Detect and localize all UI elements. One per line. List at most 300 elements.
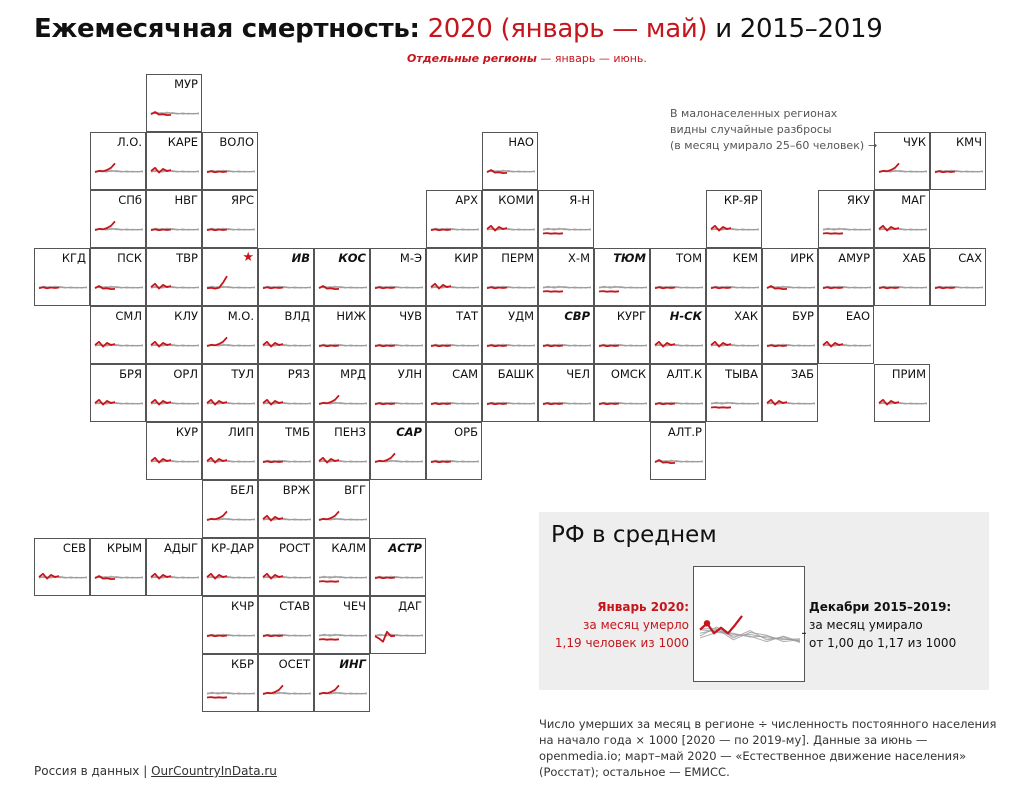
region-label: ВОЛО xyxy=(219,135,254,149)
note-line-3-text: (в месяц умирало 25–60 человек) xyxy=(670,139,865,152)
region-sparkline xyxy=(91,539,147,597)
region-sparkline xyxy=(539,307,595,365)
region-label: ТМБ xyxy=(285,425,310,439)
region-sparkline xyxy=(203,307,259,365)
region-tile-81 xyxy=(370,596,426,654)
region-label: КГД xyxy=(61,251,86,265)
rf-right-line2: от 1,00 до 1,17 из 1000 xyxy=(809,636,957,650)
region-tile-2 xyxy=(146,132,202,190)
region-sparkline xyxy=(819,191,875,249)
region-label: ХАБ xyxy=(902,251,926,265)
region-tile-47 xyxy=(90,364,146,422)
note-line-3 xyxy=(670,138,880,154)
region-sparkline xyxy=(763,249,819,307)
region-label: БЕЛ xyxy=(230,483,254,497)
region-tile-77 xyxy=(370,538,426,596)
region-label: КЧР xyxy=(231,599,254,613)
line-2020 xyxy=(375,403,395,404)
region-sparkline xyxy=(315,481,371,539)
rf-left-annotation xyxy=(555,598,689,652)
region-sparkline xyxy=(91,365,147,423)
region-sparkline xyxy=(203,539,259,597)
region-label: ОМСК xyxy=(610,367,646,381)
region-sparkline xyxy=(203,191,259,249)
line-2020 xyxy=(207,635,227,636)
region-tile-58 xyxy=(706,364,762,422)
region-label: М.О. xyxy=(227,309,254,323)
line-2020 xyxy=(487,345,507,346)
region-tile-84 xyxy=(314,654,370,712)
title-part3: и 2015–2019 xyxy=(715,14,883,44)
region-sparkline xyxy=(147,307,203,365)
region-sparkline xyxy=(147,249,203,307)
line-2020 xyxy=(207,171,227,172)
region-tile-23 xyxy=(426,248,482,306)
region-tile-13 xyxy=(706,190,762,248)
region-tile-8 xyxy=(146,190,202,248)
line-2020 xyxy=(711,287,731,288)
region-sparkline xyxy=(315,423,371,481)
region-sparkline xyxy=(427,249,483,307)
line-2020 xyxy=(319,639,339,640)
region-label: КИР xyxy=(454,251,478,265)
line-2020 xyxy=(655,287,675,288)
region-label: АЛТ.К xyxy=(666,367,702,381)
region-tile-46 xyxy=(818,306,874,364)
region-label: АЛТ.Р xyxy=(667,425,702,439)
region-sparkline xyxy=(707,249,763,307)
region-label: Я-Н xyxy=(569,193,590,207)
region-label: ХАК xyxy=(734,309,758,323)
region-tile-15 xyxy=(874,190,930,248)
region-tile-73 xyxy=(146,538,202,596)
region-label: ЗАБ xyxy=(790,367,814,381)
region-label: КАРЕ xyxy=(167,135,198,149)
footer-link[interactable]: OurCountryInData.ru xyxy=(151,764,277,778)
region-tile-59 xyxy=(762,364,818,422)
line-2020 xyxy=(823,233,843,234)
rf-chart-svg xyxy=(694,567,806,683)
region-sparkline xyxy=(35,539,91,597)
region-tile-65 xyxy=(370,422,426,480)
region-label: ЧУК xyxy=(902,135,926,149)
region-label: БРЯ xyxy=(119,367,142,381)
region-tile-67 xyxy=(650,422,706,480)
region-label: КМЧ xyxy=(956,135,982,149)
region-label: ЧЕЛ xyxy=(566,367,590,381)
line-2020 xyxy=(599,403,619,404)
region-label: КЕМ xyxy=(732,251,758,265)
region-tile-35 xyxy=(202,306,258,364)
region-sparkline xyxy=(763,307,819,365)
region-sparkline xyxy=(539,249,595,307)
region-sparkline xyxy=(147,133,203,191)
line-2020 xyxy=(431,345,451,346)
region-tile-83 xyxy=(258,654,314,712)
line-2020 xyxy=(263,287,283,288)
region-label: Л.О. xyxy=(116,135,142,149)
line-2020 xyxy=(823,287,843,288)
rf-right-annotation xyxy=(809,598,956,652)
region-tile-56 xyxy=(594,364,650,422)
line-2020 xyxy=(319,581,339,582)
region-label: ПЕРМ xyxy=(501,251,534,265)
region-tile-3 xyxy=(202,132,258,190)
rf-left-heading: Январь 2020: xyxy=(597,600,689,614)
line-2020 xyxy=(375,577,395,578)
region-sparkline xyxy=(315,597,371,655)
region-label: СТАВ xyxy=(279,599,310,613)
region-tile-54 xyxy=(482,364,538,422)
rf-jan2020-marker xyxy=(704,620,710,626)
region-tile-21 xyxy=(314,248,370,306)
region-sparkline xyxy=(427,307,483,365)
line-2020 xyxy=(599,345,619,346)
region-tile-49 xyxy=(202,364,258,422)
region-label: КУР xyxy=(175,425,198,439)
region-sparkline xyxy=(483,133,539,191)
region-tile-50 xyxy=(258,364,314,422)
region-label: САМ xyxy=(452,367,478,381)
region-tile-75 xyxy=(258,538,314,596)
moscow-star-icon: ★ xyxy=(242,250,254,265)
region-label: ЕАО xyxy=(845,309,870,323)
region-label: АМУР xyxy=(838,251,870,265)
region-label: ВРЖ xyxy=(282,483,310,497)
region-label: КР-ДАР xyxy=(210,541,254,555)
region-label: КОС xyxy=(338,251,366,265)
rf-right-heading: Декабри 2015–2019: xyxy=(809,600,952,614)
region-tile-51 xyxy=(314,364,370,422)
region-tile-32 xyxy=(930,248,986,306)
region-sparkline xyxy=(707,191,763,249)
region-sparkline xyxy=(259,249,315,307)
region-sparkline xyxy=(651,249,707,307)
region-sparkline xyxy=(315,249,371,307)
region-tile-10 xyxy=(426,190,482,248)
region-tile-55 xyxy=(538,364,594,422)
line-2020 xyxy=(431,229,451,230)
region-tile-39 xyxy=(426,306,482,364)
rf-title: РФ в среднем xyxy=(551,522,717,548)
rf-right-line1: за месяц умирало xyxy=(809,618,923,632)
region-label: НИЖ xyxy=(336,309,366,323)
region-sparkline xyxy=(595,249,651,307)
line-2020 xyxy=(935,171,955,172)
region-tile-43 xyxy=(650,306,706,364)
region-sparkline xyxy=(875,191,931,249)
region-label: УДМ xyxy=(508,309,534,323)
line-2020 xyxy=(263,635,283,636)
region-sparkline xyxy=(427,365,483,423)
line-2020 xyxy=(375,287,395,288)
region-tile-14 xyxy=(818,190,874,248)
region-label: ПЕНЗ xyxy=(334,425,366,439)
footer-text: Россия в данных | xyxy=(34,764,148,778)
region-tile-44 xyxy=(706,306,762,364)
region-sparkline xyxy=(875,249,931,307)
region-sparkline xyxy=(371,539,427,597)
region-sparkline xyxy=(259,481,315,539)
region-label: ИВ xyxy=(291,251,310,265)
region-label: ОРЛ xyxy=(173,367,198,381)
line-2020 xyxy=(431,403,451,404)
region-tile-40 xyxy=(482,306,538,364)
region-label: МУР xyxy=(174,77,198,91)
line-2020 xyxy=(375,632,395,642)
region-label: ОСЕТ xyxy=(278,657,310,671)
region-sparkline xyxy=(315,539,371,597)
region-tile-37 xyxy=(314,306,370,364)
region-tile-5 xyxy=(874,132,930,190)
region-sparkline xyxy=(203,481,259,539)
region-label: АДЫГ xyxy=(163,541,198,555)
line-2020 xyxy=(263,461,283,462)
region-label: ВЛД xyxy=(284,309,310,323)
region-sparkline xyxy=(259,423,315,481)
region-tile-29 xyxy=(762,248,818,306)
note-line-2: видны случайные разбросы xyxy=(670,123,832,136)
region-tile-79 xyxy=(258,596,314,654)
region-label: РОСТ xyxy=(278,541,310,555)
region-sparkline xyxy=(203,423,259,481)
region-sparkline xyxy=(595,307,651,365)
region-tile-28 xyxy=(706,248,762,306)
region-label: ПСК xyxy=(117,251,142,265)
region-label: ЛИП xyxy=(228,425,254,439)
region-sparkline xyxy=(91,133,147,191)
region-tile-61 xyxy=(146,422,202,480)
region-tile-52 xyxy=(370,364,426,422)
line-2020 xyxy=(767,345,787,346)
region-sparkline xyxy=(875,365,931,423)
region-label: КЛУ xyxy=(174,309,198,323)
region-tile-64 xyxy=(314,422,370,480)
region-tile-42 xyxy=(594,306,650,364)
region-tile-60 xyxy=(874,364,930,422)
line-2020 xyxy=(543,233,563,234)
line-2020 xyxy=(711,407,731,408)
region-label: ТЮМ xyxy=(613,251,646,265)
region-sparkline xyxy=(371,365,427,423)
region-tile-80 xyxy=(314,596,370,654)
region-tile-72 xyxy=(90,538,146,596)
line-2020 xyxy=(655,403,675,404)
title-part2: 2020 (январь — май) xyxy=(427,14,708,44)
region-sparkline xyxy=(483,365,539,423)
region-sparkline xyxy=(651,307,707,365)
region-label: АРХ xyxy=(455,193,478,207)
region-sparkline xyxy=(147,423,203,481)
note-arrow-icon: → xyxy=(868,139,878,152)
region-sparkline xyxy=(259,539,315,597)
region-label: ЯРС xyxy=(231,193,254,207)
region-label: ПРИМ xyxy=(891,367,926,381)
line-2020 xyxy=(543,291,563,292)
region-sparkline xyxy=(35,249,91,307)
region-label: СЕВ xyxy=(62,541,86,555)
line-2020 xyxy=(39,287,59,288)
region-label: НВГ xyxy=(174,193,198,207)
region-sparkline xyxy=(931,249,987,307)
source-note: Число умерших за месяц в регионе ÷ численность постоянного населения на начало года × 1000 [2020 — по 2019-му]. Данные за июнь — openmedia.io; март–май 2020 — «Естественное движение населения» (Росстат); остальное — ЕМИСС. xyxy=(539,717,997,779)
region-tile-17 xyxy=(90,248,146,306)
region-tile-57 xyxy=(650,364,706,422)
region-tile-1 xyxy=(90,132,146,190)
region-tile-74 xyxy=(202,538,258,596)
region-label: ИРК xyxy=(790,251,814,265)
region-label: Х-М xyxy=(568,251,590,265)
line-2020 xyxy=(487,287,507,288)
region-sparkline xyxy=(91,249,147,307)
line-2020 xyxy=(599,291,619,292)
region-label: ВГГ xyxy=(344,483,366,497)
region-tile-62 xyxy=(202,422,258,480)
region-label: САР xyxy=(396,425,422,439)
region-tile-30 xyxy=(818,248,874,306)
line-2020 xyxy=(207,229,227,230)
line-2020 xyxy=(431,461,451,462)
region-label: Н-СК xyxy=(669,309,702,323)
region-label: ДАГ xyxy=(398,599,422,613)
region-label: КБР xyxy=(231,657,254,671)
line-2020 xyxy=(487,403,507,404)
line-2020 xyxy=(319,345,339,346)
subtitle-italic: Отдельные регионы xyxy=(407,52,537,65)
region-sparkline xyxy=(819,249,875,307)
region-sparkline xyxy=(315,307,371,365)
region-tile-66 xyxy=(426,422,482,480)
region-sparkline xyxy=(875,133,931,191)
region-label: ТОМ xyxy=(676,251,702,265)
region-sparkline xyxy=(483,191,539,249)
footer-credit xyxy=(34,764,277,778)
region-label: КОМИ xyxy=(498,193,534,207)
region-label: ОРБ xyxy=(454,425,478,439)
region-label: ЯКУ xyxy=(846,193,870,207)
region-sparkline xyxy=(203,133,259,191)
region-sparkline xyxy=(371,597,427,655)
region-tile-31 xyxy=(874,248,930,306)
region-tile-24 xyxy=(482,248,538,306)
line-2020 xyxy=(879,287,899,288)
region-label: БАШК xyxy=(497,367,534,381)
region-label: ЧЕЧ xyxy=(342,599,366,613)
region-sparkline xyxy=(203,597,259,655)
region-tile-22 xyxy=(370,248,426,306)
region-tile-20 xyxy=(258,248,314,306)
region-label: УЛН xyxy=(397,367,422,381)
region-sparkline xyxy=(931,133,987,191)
sparse-regions-note xyxy=(670,106,880,154)
region-label: СПб xyxy=(118,193,142,207)
region-tile-33 xyxy=(90,306,146,364)
region-sparkline xyxy=(259,597,315,655)
region-label: ИНГ xyxy=(339,657,366,671)
region-sparkline xyxy=(707,365,763,423)
region-sparkline xyxy=(427,191,483,249)
region-label: МАГ xyxy=(901,193,926,207)
note-line-1: В малонаселенных регионах xyxy=(670,107,838,120)
region-tile-0 xyxy=(146,74,202,132)
region-sparkline xyxy=(427,423,483,481)
region-sparkline xyxy=(707,307,763,365)
region-label: НАО xyxy=(508,135,534,149)
region-label: ЧУВ xyxy=(399,309,422,323)
region-label: КАЛМ xyxy=(331,541,366,555)
region-tile-63 xyxy=(258,422,314,480)
region-tile-11 xyxy=(482,190,538,248)
region-sparkline xyxy=(483,307,539,365)
region-label: СМЛ xyxy=(115,309,142,323)
line-2020 xyxy=(543,345,563,346)
region-tile-19 xyxy=(202,248,258,306)
region-sparkline xyxy=(371,307,427,365)
region-tile-76 xyxy=(314,538,370,596)
region-sparkline xyxy=(203,365,259,423)
region-label: М-Э xyxy=(399,251,422,265)
region-sparkline xyxy=(539,365,595,423)
rf-average-panel xyxy=(539,512,989,690)
region-sparkline xyxy=(763,365,819,423)
rf-left-line1: за месяц умерло xyxy=(583,618,689,632)
region-sparkline xyxy=(651,423,707,481)
region-label: ТЫВА xyxy=(725,367,758,381)
region-label: РЯЗ xyxy=(287,367,310,381)
region-label: МРД xyxy=(340,367,366,381)
region-label: АСТР xyxy=(388,541,422,555)
region-label: КУРГ xyxy=(616,309,646,323)
region-sparkline xyxy=(315,655,371,713)
region-label: КРЫМ xyxy=(106,541,142,555)
region-tile-45 xyxy=(762,306,818,364)
region-sparkline xyxy=(203,249,259,307)
line-2020 xyxy=(935,287,955,288)
region-sparkline xyxy=(595,365,651,423)
region-label: БУР xyxy=(792,309,814,323)
region-label: СВР xyxy=(564,309,590,323)
region-sparkline xyxy=(91,307,147,365)
line-2020 xyxy=(207,697,227,698)
line-2020 xyxy=(375,345,395,346)
region-sparkline xyxy=(371,423,427,481)
region-sparkline xyxy=(539,191,595,249)
subtitle-rest: — январь — июнь. xyxy=(540,52,647,65)
title-part1: Ежемесячная смертность: xyxy=(34,14,420,44)
line-2020 xyxy=(151,229,171,230)
region-sparkline xyxy=(147,75,203,133)
region-label: КР-ЯР xyxy=(723,193,758,207)
region-sparkline xyxy=(315,365,371,423)
region-tile-82 xyxy=(202,654,258,712)
rf-left-line2: 1,19 человек из 1000 xyxy=(554,636,689,650)
region-tile-78 xyxy=(202,596,258,654)
region-tile-7 xyxy=(90,190,146,248)
region-tile-26 xyxy=(594,248,650,306)
region-label: САХ xyxy=(958,251,982,265)
region-sparkline xyxy=(259,365,315,423)
region-tile-41 xyxy=(538,306,594,364)
region-sparkline xyxy=(147,365,203,423)
region-sparkline xyxy=(651,365,707,423)
region-tile-25 xyxy=(538,248,594,306)
region-sparkline xyxy=(147,191,203,249)
region-sparkline xyxy=(483,249,539,307)
region-tile-70 xyxy=(314,480,370,538)
region-sparkline xyxy=(203,655,259,713)
region-tile-48 xyxy=(146,364,202,422)
region-sparkline xyxy=(371,249,427,307)
